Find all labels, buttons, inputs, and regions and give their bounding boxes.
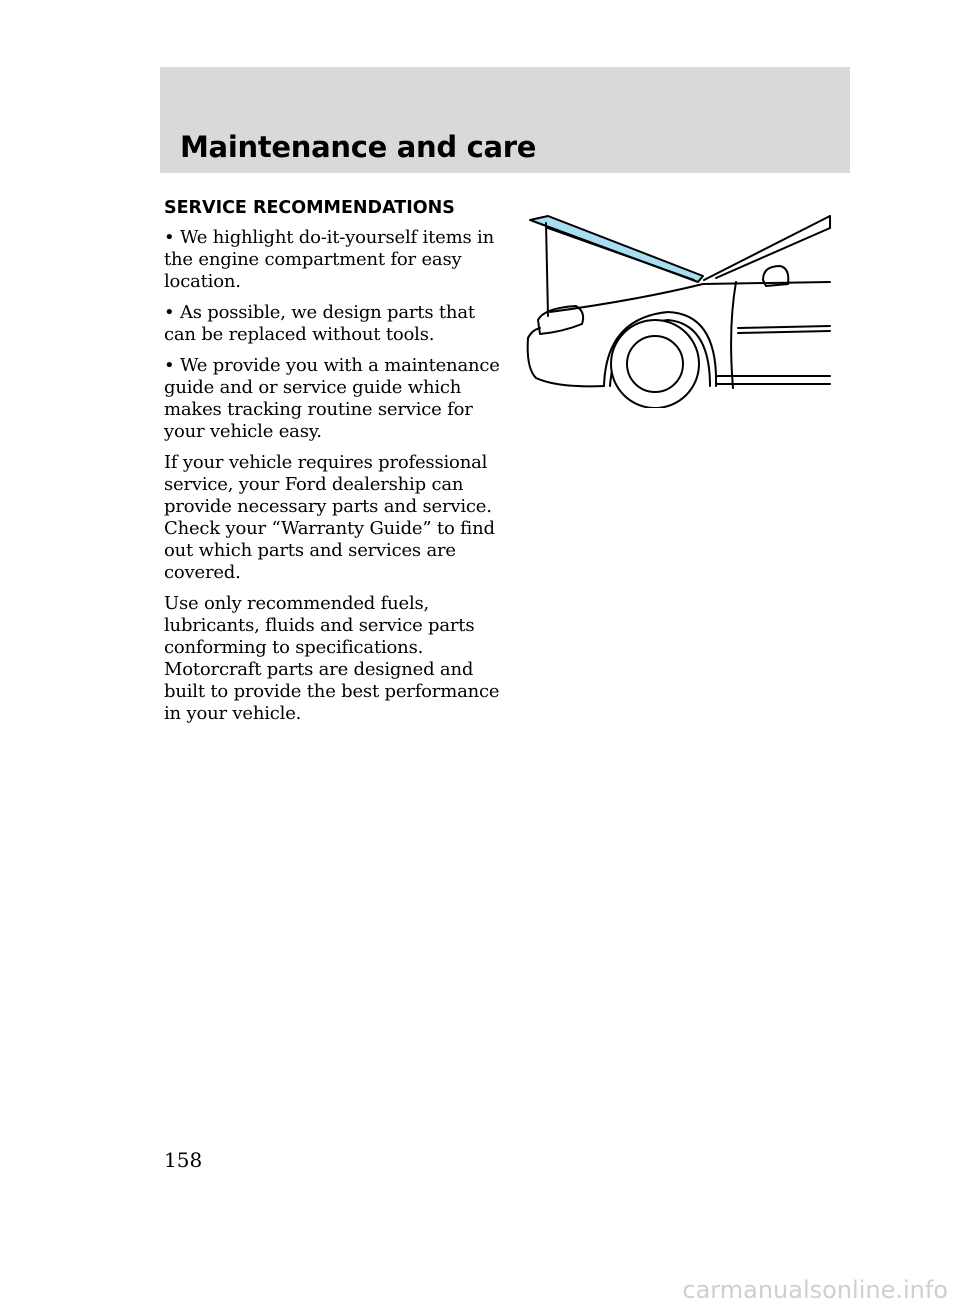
tire xyxy=(611,320,699,408)
section-title: Maintenance and care xyxy=(180,130,537,164)
car-open-hood-illustration-icon xyxy=(518,208,833,408)
hood-panel xyxy=(530,216,703,282)
bullet-do-it-yourself: • We highlight do-it-yourself items in the engine compartment for easy location. xyxy=(164,227,494,292)
bullet-no-tools: • As possible, we design parts that can be replaced without tools. xyxy=(164,302,475,345)
bullet-maintenance-guide: • We provide you with a maintenance guide and or service guide which makes tracking routine service for your vehicle easy. xyxy=(164,355,500,442)
content-heading: SERVICE RECOMMENDATIONS xyxy=(164,198,455,218)
watermark: carmanualsonline.info xyxy=(682,1276,948,1304)
page-number: 158 xyxy=(164,1148,203,1172)
paragraph-recommended-parts: Use only recommended fuels, lubricants, fluids and service parts conforming to specifications. Motorcraft parts are designed and built to provide the best performance in your vehicle. xyxy=(164,593,500,724)
paragraph-professional-service: If your vehicle requires professional service, your Ford dealership can provide necessary parts and service. Check your “Warranty Guide” to find out which parts and services are covered. xyxy=(164,452,495,583)
content-column xyxy=(164,198,504,734)
